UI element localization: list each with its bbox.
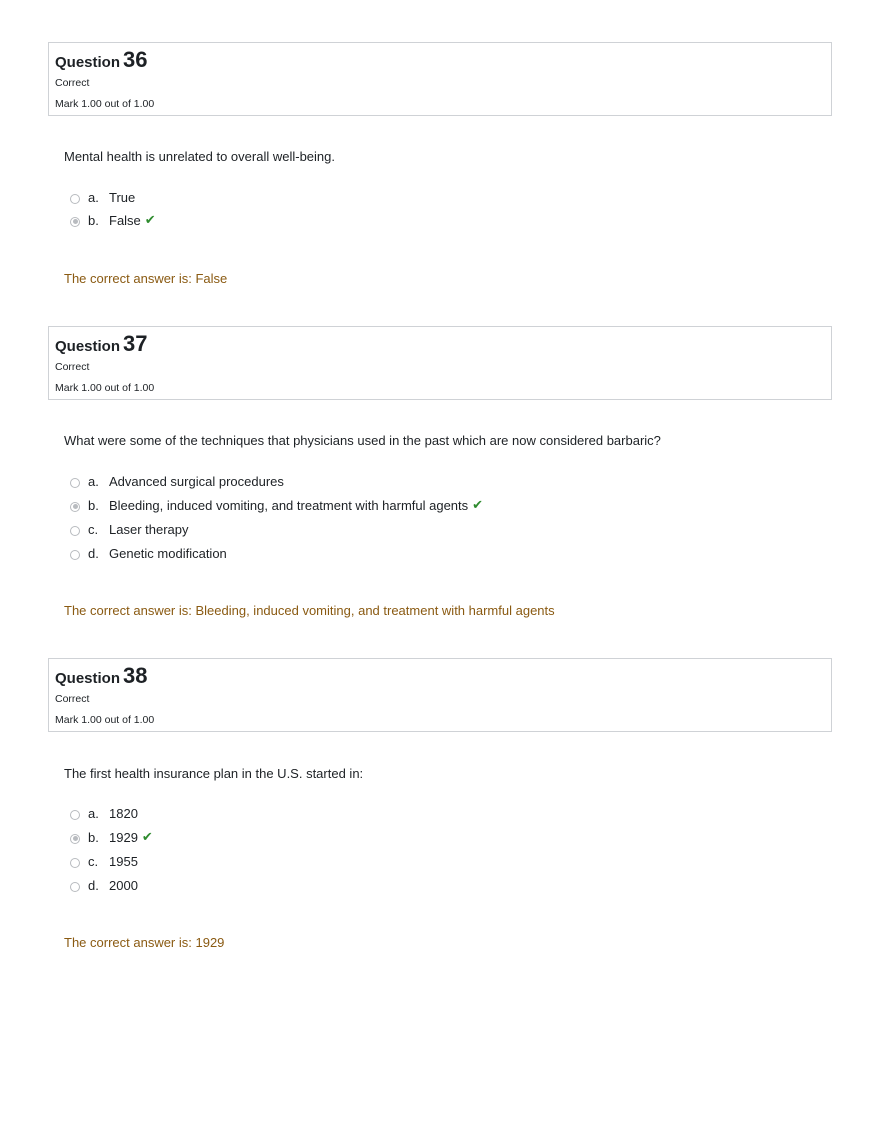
answer-option-a[interactable] xyxy=(70,472,284,490)
check-icon: ✔ xyxy=(144,212,156,227)
answer-letter: d. xyxy=(88,877,99,893)
question-state: Correct xyxy=(55,693,90,705)
question-info-box xyxy=(48,658,832,732)
answer-letter: b. xyxy=(88,212,99,228)
answer-letter: d. xyxy=(88,545,99,561)
question-text: What were some of the techniques that physicians used in the past which are now considered barbaric? xyxy=(64,433,661,448)
question-grade: Mark 1.00 out of 1.00 xyxy=(55,98,155,110)
answer-option-a[interactable] xyxy=(70,804,138,822)
radio-button-selected[interactable] xyxy=(70,502,80,512)
answer-option-d[interactable] xyxy=(70,544,227,562)
radio-button[interactable] xyxy=(70,858,80,868)
radio-button[interactable] xyxy=(70,194,80,204)
answer-letter: a. xyxy=(88,189,99,205)
question-state: Correct xyxy=(55,361,90,373)
answer-option-d[interactable] xyxy=(70,876,138,894)
answer-label: Advanced surgical procedures xyxy=(109,473,284,489)
answer-letter: a. xyxy=(88,805,99,821)
answer-option-c[interactable] xyxy=(70,520,189,538)
answer-letter: c. xyxy=(88,521,99,537)
answer-label: False xyxy=(109,212,141,228)
question-number-value: 38 xyxy=(123,663,148,688)
question-text: The first health insurance plan in the U.S. started in: xyxy=(64,766,364,781)
answer-option-b[interactable] xyxy=(70,496,483,514)
question-grade: Mark 1.00 out of 1.00 xyxy=(55,714,155,726)
answer-letter: a. xyxy=(88,473,99,489)
answer-label: 2000 xyxy=(109,877,138,893)
radio-button-selected[interactable] xyxy=(70,834,80,844)
answer-option-b[interactable] xyxy=(70,828,153,846)
question-label: Question xyxy=(55,338,121,355)
answer-label: Bleeding, induced vomiting, and treatment with harmful agents xyxy=(109,497,469,513)
check-icon: ✔ xyxy=(472,497,484,512)
answer-label: Laser therapy xyxy=(109,521,189,537)
answer-option-a[interactable] xyxy=(70,188,135,206)
question-number-value: 36 xyxy=(123,47,148,72)
answer-label: True xyxy=(109,189,136,205)
question-state: Correct xyxy=(55,77,90,89)
question-info-box xyxy=(48,42,832,116)
answer-label: Genetic modification xyxy=(109,545,227,561)
right-answer-feedback: The correct answer is: 1929 xyxy=(64,935,225,950)
question-number xyxy=(55,47,148,73)
radio-button[interactable] xyxy=(70,478,80,488)
question-number xyxy=(55,331,148,357)
question-grade: Mark 1.00 out of 1.00 xyxy=(55,382,155,394)
question-text: Mental health is unrelated to overall well-being. xyxy=(64,149,335,164)
question-label: Question xyxy=(55,670,121,687)
question-number xyxy=(55,663,148,689)
radio-button-selected[interactable] xyxy=(70,217,80,227)
question-info-box xyxy=(48,326,832,400)
answer-letter: b. xyxy=(88,497,99,513)
right-answer-feedback: The correct answer is: False xyxy=(64,271,228,286)
radio-button[interactable] xyxy=(70,882,80,892)
radio-button[interactable] xyxy=(70,810,80,820)
answer-letter: b. xyxy=(88,829,99,845)
question-label: Question xyxy=(55,54,121,71)
check-icon: ✔ xyxy=(141,829,153,844)
answer-label: 1820 xyxy=(109,805,138,821)
answer-label: 1929 xyxy=(109,829,138,845)
radio-button[interactable] xyxy=(70,526,80,536)
answer-label: 1955 xyxy=(109,853,138,869)
right-answer-feedback: The correct answer is: Bleeding, induced vomiting, and treatment with harmful agents xyxy=(64,603,555,618)
answer-option-c[interactable] xyxy=(70,852,138,870)
answer-option-b[interactable] xyxy=(70,211,156,229)
question-number-value: 37 xyxy=(123,331,148,356)
answer-letter: c. xyxy=(88,853,99,869)
radio-button[interactable] xyxy=(70,550,80,560)
